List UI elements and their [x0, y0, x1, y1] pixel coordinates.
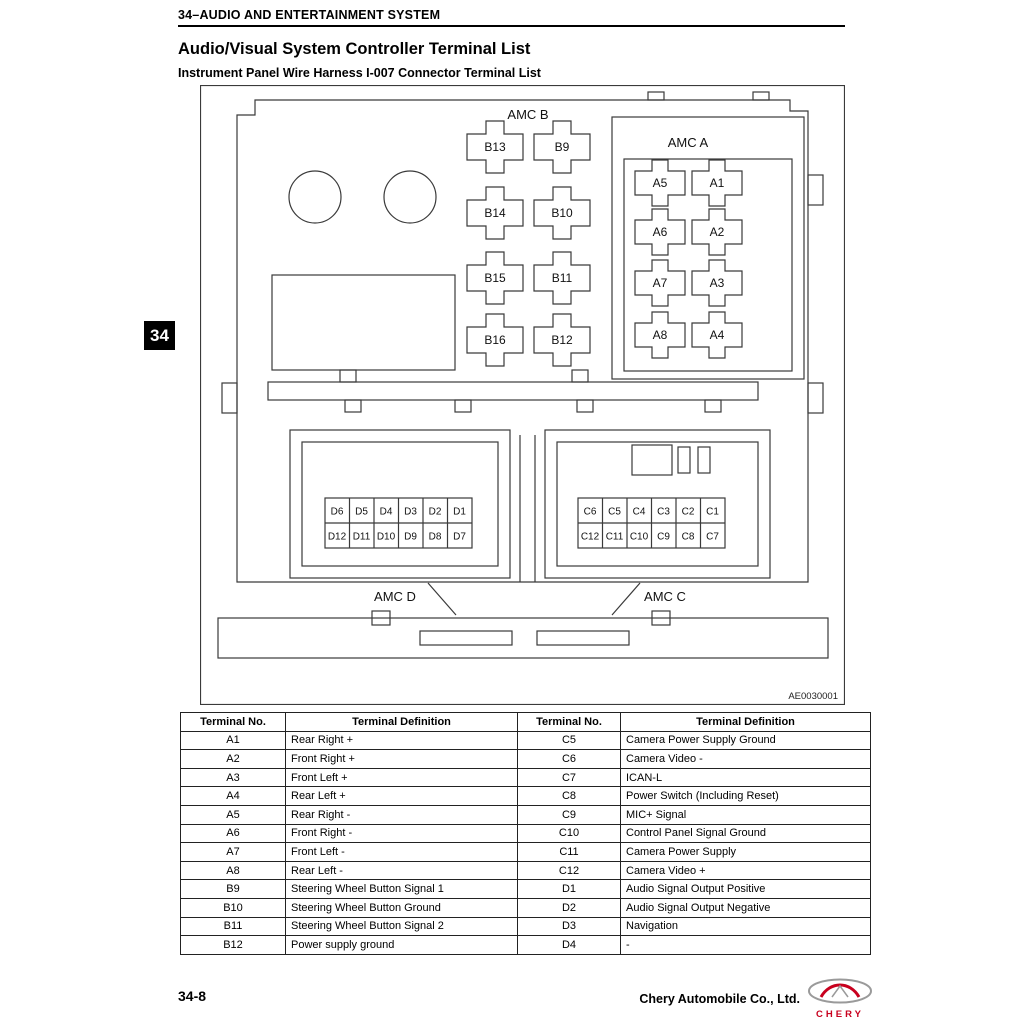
terminal-label: B10 [551, 206, 573, 220]
terminal-label: A4 [709, 328, 725, 342]
col-header-terminal-no-2: Terminal No. [518, 713, 621, 732]
table-row [181, 843, 871, 862]
amc-d-group [290, 430, 510, 578]
terminal-definition: Camera Power Supply [621, 843, 871, 862]
amc-b-label: AMC B [507, 107, 549, 122]
amc-b-group [467, 107, 590, 366]
terminal-definition: Power supply ground [286, 936, 518, 955]
terminal-label: C3 [657, 506, 670, 518]
terminal-definition: Front Right + [286, 750, 518, 769]
table-row [181, 936, 871, 955]
terminal-definition: Camera Power Supply Ground [621, 731, 871, 750]
terminal-no: B9 [181, 880, 286, 899]
terminal-no: B11 [181, 917, 286, 936]
terminal-label: D12 [327, 531, 347, 543]
chery-logo-emblem [806, 978, 874, 1006]
terminal-label: B11 [551, 271, 573, 285]
terminal-label: B13 [484, 140, 506, 154]
terminal-definition: Front Left + [286, 768, 518, 787]
terminal-label: A3 [709, 276, 725, 290]
terminal-definition: Rear Left + [286, 787, 518, 806]
terminal-label: C6 [583, 506, 597, 518]
terminal-no: C8 [518, 787, 621, 806]
terminal-label: B14 [484, 206, 506, 220]
terminal-no: C5 [518, 731, 621, 750]
component-rect [272, 275, 455, 370]
amc-c-group [545, 430, 770, 578]
terminal-no: D3 [518, 917, 621, 936]
terminal-label: B15 [484, 271, 506, 285]
terminal-label: B9 [554, 140, 570, 154]
terminal-table [180, 712, 871, 955]
terminal-no: C7 [518, 768, 621, 787]
terminal-label: A2 [709, 225, 725, 239]
table-row [181, 787, 871, 806]
amc-d-label: AMC D [374, 589, 416, 604]
terminal-definition: ICAN-L [621, 768, 871, 787]
terminal-label: C11 [605, 531, 624, 543]
col-header-definition-2: Terminal Definition [621, 713, 871, 732]
terminal-label: D4 [379, 506, 393, 518]
terminal-label: A5 [652, 176, 668, 190]
table-row [181, 917, 871, 936]
terminal-label: C10 [629, 531, 649, 543]
terminal-no: A1 [181, 731, 286, 750]
terminal-no: C12 [518, 861, 621, 880]
terminal-label: D10 [376, 531, 396, 543]
amc-c-label: AMC C [644, 589, 686, 604]
table-row [181, 731, 871, 750]
terminal-label: C4 [632, 506, 646, 518]
terminal-label: D3 [404, 506, 417, 518]
terminal-definition: Rear Right - [286, 805, 518, 824]
table-row [181, 861, 871, 880]
table-row [181, 880, 871, 899]
page-number: 34-8 [178, 988, 207, 1004]
chapter-header: 34–AUDIO AND ENTERTAINMENT SYSTEM [178, 8, 441, 22]
amc-a-label: AMC A [667, 135, 709, 150]
terminal-no: A2 [181, 750, 286, 769]
terminal-definition: Audio Signal Output Negative [621, 898, 871, 917]
terminal-no: C6 [518, 750, 621, 769]
terminal-definition: Steering Wheel Button Signal 1 [286, 880, 518, 899]
terminal-definition: Camera Video + [621, 861, 871, 880]
terminal-no: C11 [518, 843, 621, 862]
terminal-definition: Rear Right + [286, 731, 518, 750]
terminal-no: A4 [181, 787, 286, 806]
terminal-definition: MIC+ Signal [621, 805, 871, 824]
bottom-bracket [218, 611, 828, 658]
col-header-definition-1: Terminal Definition [286, 713, 518, 732]
mid-band [268, 370, 758, 412]
terminal-label: B12 [551, 333, 573, 347]
terminal-definition: Rear Left - [286, 861, 518, 880]
terminal-label: D6 [330, 506, 344, 518]
terminal-definition: - [621, 936, 871, 955]
terminal-label: C12 [580, 531, 600, 543]
terminal-no: A8 [181, 861, 286, 880]
terminal-label: A7 [652, 276, 668, 290]
terminal-label: D9 [404, 531, 417, 543]
terminal-definition: Front Right - [286, 824, 518, 843]
terminal-label: B16 [484, 333, 506, 347]
connector-diagram [200, 85, 845, 705]
terminal-definition: Navigation [621, 917, 871, 936]
terminal-no: D2 [518, 898, 621, 917]
terminal-label: D2 [428, 506, 442, 518]
header-divider [178, 25, 845, 27]
terminal-no: A3 [181, 768, 286, 787]
terminal-definition: Front Left - [286, 843, 518, 862]
col-header-terminal-no-1: Terminal No. [181, 713, 286, 732]
terminal-label: D1 [453, 506, 466, 518]
terminal-definition: Steering Wheel Button Signal 2 [286, 917, 518, 936]
table-row [181, 824, 871, 843]
terminal-no: D1 [518, 880, 621, 899]
terminal-no: A5 [181, 805, 286, 824]
terminal-label: C9 [657, 531, 670, 543]
terminal-no: C10 [518, 824, 621, 843]
terminal-label: C1 [706, 506, 719, 518]
terminal-label: D11 [352, 531, 371, 543]
table-row [181, 805, 871, 824]
terminal-label: A8 [652, 328, 668, 342]
terminal-definition: Steering Wheel Button Ground [286, 898, 518, 917]
terminal-label: C8 [681, 531, 695, 543]
terminal-no: B10 [181, 898, 286, 917]
page-title: Audio/Visual System Controller Terminal List [178, 40, 531, 58]
terminal-definition: Power Switch (Including Reset) [621, 787, 871, 806]
table-row [181, 768, 871, 787]
terminal-no: D4 [518, 936, 621, 955]
table-row [181, 750, 871, 769]
table-header-row [181, 713, 871, 732]
terminal-label: D7 [453, 531, 466, 543]
terminal-label: C5 [608, 506, 621, 518]
chery-logo [806, 978, 874, 1020]
terminal-label: C7 [706, 531, 719, 543]
terminal-label: D8 [428, 531, 442, 543]
terminal-no: A7 [181, 843, 286, 862]
amc-a-group [612, 117, 804, 379]
page-subtitle: Instrument Panel Wire Harness I-007 Connector Terminal List [178, 66, 541, 80]
terminal-label: D5 [355, 506, 368, 518]
terminal-no: C9 [518, 805, 621, 824]
terminal-label: C2 [681, 506, 695, 518]
figure-id: AE0030001 [788, 691, 838, 702]
mount-circles [289, 171, 436, 223]
terminal-label: A6 [652, 225, 668, 239]
terminal-definition: Control Panel Signal Ground [621, 824, 871, 843]
terminal-definition: Audio Signal Output Positive [621, 880, 871, 899]
chapter-tab: 34 [144, 321, 175, 350]
terminal-no: A6 [181, 824, 286, 843]
terminal-label: A1 [709, 176, 725, 190]
terminal-no: B12 [181, 936, 286, 955]
company-name: Chery Automobile Co., Ltd. [639, 992, 800, 1006]
chery-logo-text: CHERY [816, 1009, 864, 1020]
terminal-definition: Camera Video - [621, 750, 871, 769]
connector-callouts [374, 583, 686, 615]
table-row [181, 898, 871, 917]
